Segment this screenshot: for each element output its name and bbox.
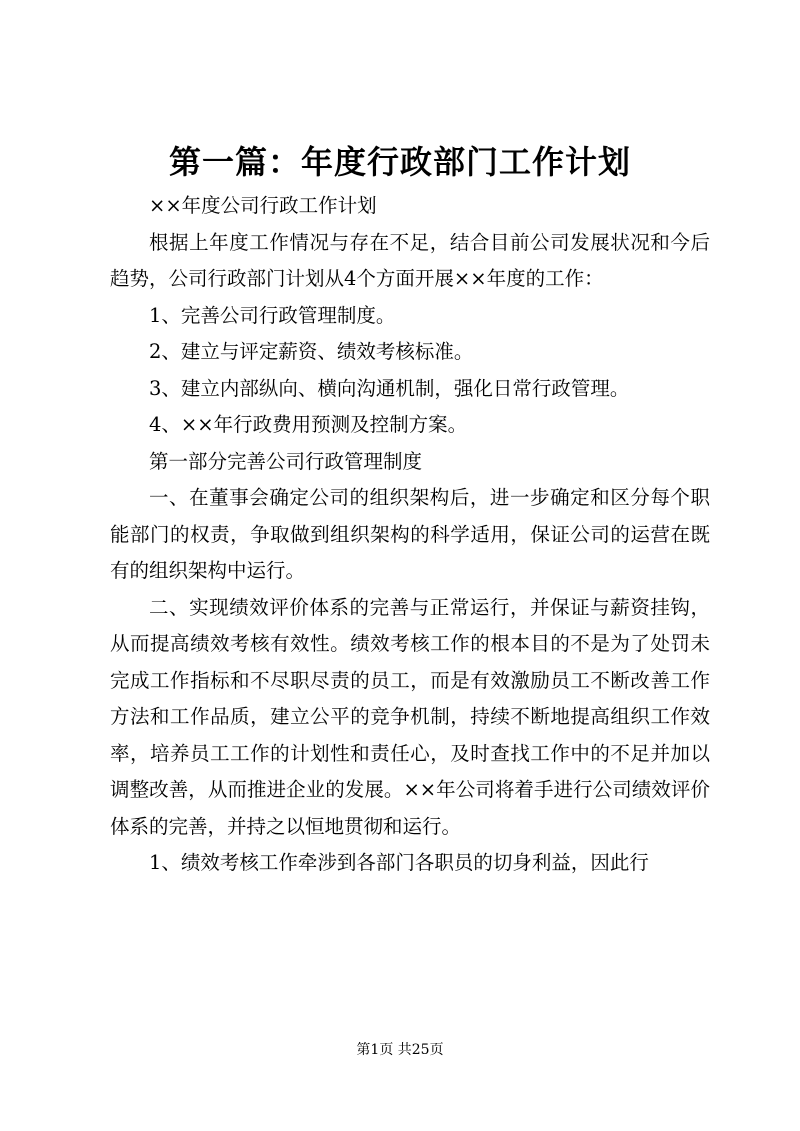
paragraph-item-1: 1、完善公司行政管理制度。 (149, 303, 396, 327)
paragraph-subitem-1: 1、绩效考核工作牵涉到各部门各职员的切身利益，因此行 (149, 851, 649, 874)
document-body (110, 188, 710, 882)
paragraph-section-two: 二、实现绩效评价体系的完善与正常运行，并保证与薪资挂钩，从而提高绩效考核有效性。绩效考核工作的根本目的不是为了处罚未完成工作指标和不尽职尽责的员工，而是有效激励员工不断改善工作方法和工作品质，建立公平的竞争机制，持续不断地提高组织工作效率，培养员工工作的计划性和责任心，及时查找工作中的不足并加以调整改善，从而推进企业的发展。××年公司将着手进行公司绩效评价体系的完善，并持之以恒地贯彻和运行。 (110, 595, 710, 838)
paragraph-item-3: 3、建立内部纵向、横向沟通机制，强化日常行政管理。 (149, 376, 630, 400)
section-heading-part-1: 第一部分完善公司行政管理制度 (149, 449, 423, 473)
page-footer: 第1页 共25页 (356, 1042, 444, 1058)
paragraph-intro: 根据上年度工作情况与存在不足，结合目前公司发展状况和今后趋势，公司行政部门计划从4个方面开展××年度的工作： (110, 230, 710, 290)
document-title: 第一篇：年度行政部门工作计划 (168, 143, 631, 181)
paragraph-plan-heading: ××年度公司行政工作计划 (149, 194, 377, 217)
paragraph-item-4: 4、××年行政费用预测及控制方案。 (149, 413, 468, 436)
paragraph-item-2: 2、建立与评定薪资、绩效考核标准。 (149, 340, 474, 363)
paragraph-section-one: 一、在董事会确定公司的组织架构后，进一步确定和区分每个职能部门的权责，争取做到组织架构的科学适用，保证公司的运营在既有的组织架构中运行。 (110, 486, 710, 582)
